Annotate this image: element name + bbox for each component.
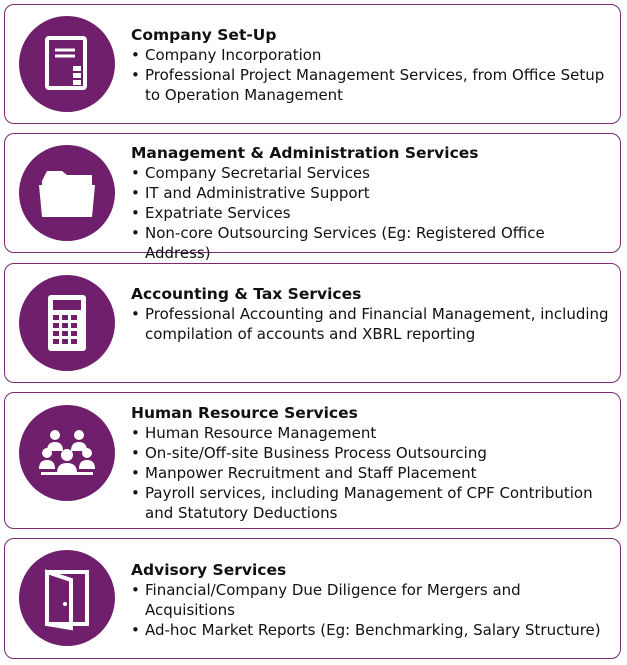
list-item: • Human Resource Management bbox=[131, 423, 612, 443]
folder-icon bbox=[19, 145, 115, 241]
service-card-advisory bbox=[4, 538, 621, 659]
list-item: • Payroll services, including Management of CPF Contribution and Statutory Deductions bbox=[131, 483, 612, 523]
open-door-icon bbox=[19, 550, 115, 646]
service-title: Management & Administration Services bbox=[131, 144, 479, 162]
service-title: Advisory Services bbox=[131, 561, 287, 579]
service-list bbox=[131, 304, 612, 344]
list-item: • Professional Project Management Services, from Office Setup to Operation Management bbox=[131, 65, 612, 105]
list-item: • Company Secretarial Services bbox=[131, 163, 612, 183]
list-item: • Company Incorporation bbox=[131, 45, 612, 65]
people-group-icon bbox=[19, 405, 115, 501]
list-item: • Non-core Outsourcing Services (Eg: Registered Office Address) bbox=[131, 223, 612, 263]
service-title: Accounting & Tax Services bbox=[131, 285, 362, 303]
service-list bbox=[131, 423, 612, 523]
list-item: • Professional Accounting and Financial Management, including compilation of accounts and XBRL reporting bbox=[131, 304, 612, 344]
icon-circle bbox=[19, 16, 115, 112]
service-list bbox=[131, 45, 612, 105]
document-icon bbox=[19, 16, 115, 112]
service-card-management-administration bbox=[4, 133, 621, 262]
service-card-company-setup bbox=[4, 4, 621, 124]
service-list bbox=[131, 580, 612, 640]
list-item: • IT and Administrative Support bbox=[131, 183, 612, 203]
icon-circle bbox=[19, 275, 115, 371]
list-item: • Ad-hoc Market Reports (Eg: Benchmarking, Salary Structure) bbox=[131, 620, 612, 640]
service-list bbox=[131, 163, 612, 263]
icon-circle bbox=[19, 550, 115, 646]
list-item: • Expatriate Services bbox=[131, 203, 612, 223]
list-item: • On-site/Off-site Business Process Outsourcing bbox=[131, 443, 612, 463]
service-card-accounting-tax bbox=[4, 263, 621, 383]
icon-circle bbox=[19, 405, 115, 501]
icon-circle bbox=[19, 145, 115, 241]
list-item: • Manpower Recruitment and Staff Placement bbox=[131, 463, 612, 483]
service-title: Company Set-Up bbox=[131, 26, 277, 44]
service-card-human-resource bbox=[4, 392, 621, 529]
list-item: • Financial/Company Due Diligence for Mergers and Acquisitions bbox=[131, 580, 612, 620]
service-title: Human Resource Services bbox=[131, 404, 358, 422]
calculator-icon bbox=[19, 275, 115, 371]
